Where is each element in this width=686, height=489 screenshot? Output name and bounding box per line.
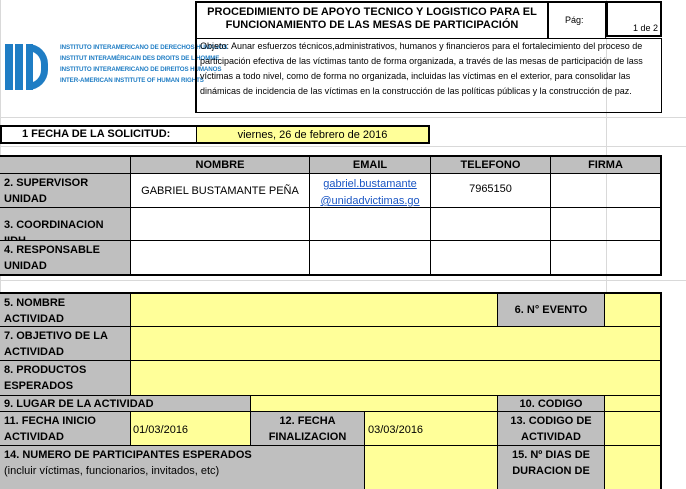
expected-products-field[interactable]: [130, 361, 660, 396]
responsible-email[interactable]: [309, 241, 430, 274]
request-date-row: [0, 125, 430, 144]
coordination-label: 3. COORDINACION: [0, 208, 130, 241]
objective-text: Objeto: Aunar esfuerzos técnicos,administrativos, humanos y financieros para el fortalecimiento del proceso de participación efectiva de las víctimas tanto de forma organizada, a través de las mesas de participación de lass víctimas a todo nivel, como de forma no organizada, incluidas las víctimas en el exterior, para consolidar las dinámicas de incidencia de las víctimas en la construcción de las políticas públicas y la construcción de paz.: [200, 41, 643, 96]
coordination-name[interactable]: [130, 208, 309, 241]
coordination-phone[interactable]: [430, 208, 550, 241]
supervisor-email-line1[interactable]: gabriel.bustamante: [323, 178, 417, 190]
responsible-name[interactable]: [130, 241, 309, 274]
start-date-field[interactable]: 01/03/2016: [130, 412, 250, 446]
logo-text-es: INSTITUTO INTERAMERICANO DE DERECHOS HUMANOS: [60, 44, 228, 51]
responsible-label: 4. RESPONSABLE UNIDAD: [0, 241, 130, 274]
start-date-label: 11. FECHA INICIO ACTIVIDAD: [0, 412, 130, 446]
responsible-signature[interactable]: [550, 241, 660, 274]
page-label-box: [549, 1, 606, 39]
end-date-field[interactable]: 03/03/2016: [364, 412, 497, 446]
supervisor-email[interactable]: [309, 174, 430, 208]
gridline: [0, 280, 686, 281]
logo-text-fr: INSTITUT INTERAMÉRICAIN DES DROITS DE L'HOMME: [60, 55, 220, 62]
activity-code-label: 13. CODIGO DE ACTIVIDAD: [497, 412, 604, 446]
coordination-signature[interactable]: [550, 208, 660, 241]
participants-field[interactable]: [364, 446, 497, 489]
page-number-cell[interactable]: [606, 1, 662, 37]
duration-days-label: 15. Nº DIAS DE DURACION DE: [497, 446, 604, 489]
activity-place-field[interactable]: [250, 396, 497, 412]
activity-name-field[interactable]: [130, 294, 497, 327]
end-date-label: 12. FECHA FINALIZACION: [250, 412, 364, 446]
logo: [4, 42, 228, 102]
duration-days-field[interactable]: [604, 446, 660, 489]
supervisor-phone[interactable]: 7965150: [430, 174, 550, 208]
supervisor-name[interactable]: GABRIEL BUSTAMANTE PEÑA: [130, 174, 309, 208]
column-header-name: NOMBRE: [130, 157, 309, 174]
column-header-phone: TELEFONO: [430, 157, 550, 174]
logo-text-en: INTER-AMERICAN INSTITUTE OF HUMAN RIGHTS: [60, 77, 204, 84]
code-field[interactable]: [604, 396, 660, 412]
activity-name-label: 5. NOMBRE ACTIVIDAD: [0, 294, 130, 327]
logo-text-pt: INSTITUTO INTERAMERICANO DE DIREITOS HUMANOS: [60, 66, 222, 73]
page-number: 1 de 2: [632, 23, 658, 33]
activity-code-field[interactable]: [604, 412, 660, 446]
column-header-signature: FIRMA: [550, 157, 660, 174]
participants-label: 14. NUMERO DE PARTICIPANTES ESPERADOS: [4, 449, 252, 461]
supervisor-email-line2[interactable]: @unidadvictimas.go: [320, 195, 420, 207]
objective-box: [195, 38, 662, 113]
contact-header-blank: [0, 157, 130, 174]
expected-products-label: 8. PRODUCTOS ESPERADOS: [0, 361, 130, 396]
document-title-box: [195, 1, 549, 39]
logo-mark-icon: [4, 42, 58, 102]
request-date-label: 1 FECHA DE LA SOLICITUD:: [22, 128, 171, 140]
participants-sublabel: (incluir víctimas, funcionarios, invitados, etc): [4, 465, 220, 477]
page-label: Pág:: [565, 15, 584, 25]
gridline: [0, 117, 686, 118]
responsible-phone[interactable]: [430, 241, 550, 274]
gridline: [0, 146, 686, 147]
event-number-label: 6. N° EVENTO: [497, 294, 604, 327]
coordination-email[interactable]: [309, 208, 430, 241]
code-label: 10. CODIGO: [497, 396, 604, 412]
activity-objective-label: 7. OBJETIVO DE LA ACTIVIDAD: [0, 327, 130, 361]
document-title: PROCEDIMIENTO DE APOYO TECNICO Y LOGISTICO PARA EL FUNCIONAMIENTO DE LAS MESAS DE PARTICIPACIÓN: [207, 6, 537, 31]
event-number-field[interactable]: [604, 294, 660, 327]
request-date-value[interactable]: viernes, 26 de febrero de 2016: [196, 127, 428, 142]
participants-label-cell: [0, 446, 364, 489]
supervisor-label: 2. SUPERVISOR UNIDAD: [0, 174, 130, 208]
column-header-email: EMAIL: [309, 157, 430, 174]
activity-objective-field[interactable]: [130, 327, 660, 361]
activity-place-label: 9. LUGAR DE LA ACTIVIDAD: [0, 396, 250, 412]
supervisor-signature[interactable]: [550, 174, 660, 208]
